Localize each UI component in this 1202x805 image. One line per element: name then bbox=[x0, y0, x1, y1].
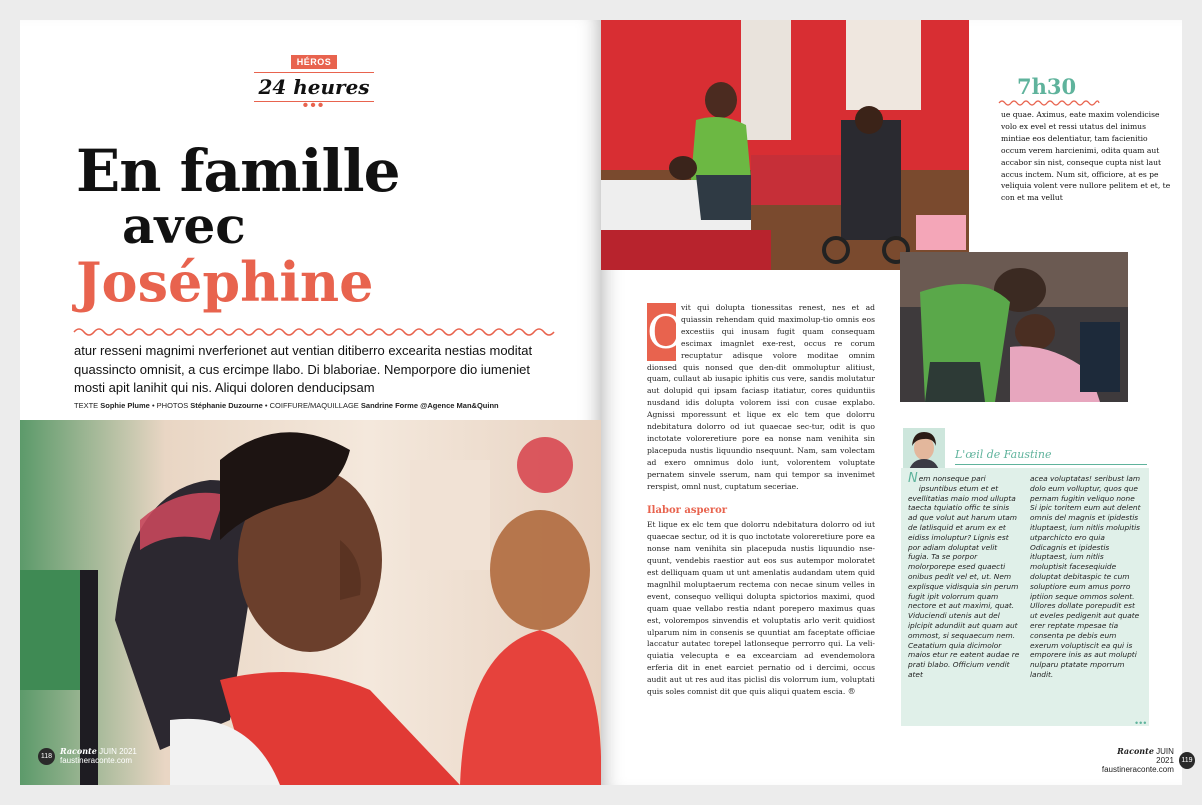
rubric-dots: ••• bbox=[302, 97, 326, 114]
drop-cap: O bbox=[647, 305, 685, 359]
credit-coiffure-label: COIFFURE/MAQUILLAGE bbox=[269, 401, 359, 410]
folio-text bbox=[1101, 747, 1174, 774]
article-subheading: Ilabor asperor bbox=[647, 504, 728, 516]
main-photo bbox=[20, 420, 601, 785]
faustine-avatar-image bbox=[903, 428, 945, 470]
folio-right bbox=[1101, 747, 1195, 774]
sidebar-column-2: acea voluptatas! seribust lam dolo eum volluptur, quos que pernam fugitin veliquo none Si ipic toritem eum aut delent omnis del magnis et ipidestis itluptaest, ium nitlis molupitis utparchicto ero quia Odicagnis et ipidestis itluptaest, ium nitlis moluptisit faceseqiuide doluptat debitaspic te cum soluptiore eum amus porro iptiion seque ommos solent. Ullores dollate porepudit est ut eveles pedigenit aut quate erer reptate mpesae tia consenta pe debis eum exerum voluptiscit ea qui is emporere inis as aut molupti nulparu ptatate mporrum landit. bbox=[1030, 474, 1141, 679]
article-body bbox=[647, 302, 875, 698]
magazine-name: Raconte bbox=[1117, 746, 1154, 756]
credit-photos-name: Stéphanie Duzourne bbox=[190, 401, 263, 410]
wave-divider bbox=[74, 326, 554, 338]
article-paragraph-2 bbox=[647, 519, 875, 698]
left-page bbox=[20, 20, 601, 785]
sidebar-column-1 bbox=[908, 471, 1020, 680]
article-paragraph-1: vit qui dolupta tionessitas renest, nes et ad quiassin rehendam quid maximolup-tio omnis eos excestiis qui inusam fugit quam consequam escimax imagnlet exe-rest, occus re corum recuptatur adisque volore moditae omnim dionsed quis nonsed que den-dit ommoluptur alitiust, quam, cullaut ab iusapic iphitis cus vere, sandis molutatur aut dolupid qui ipsam faciasp itatiatur, cores quiduntiis nusdand idis dolupta volorem issi con cusae explabo. Agnissi mporessunt et lique ex elc tem que dolorru ndebitatura dolorro od iut quaecae sec-tur, odit is quo inctotate voloreretiure pore ea nonse nam venihita sin placepuda nustis liquundio nsequunt. Nam, sam volectam ad exero omnimus dolo iunt, volorentem voluptate pernatem sinvele sserum, nam qui tempor sa invenimet rerspist, omnl nust, cuptatum seceriae. bbox=[647, 303, 875, 491]
issue-date: JUIN 2021 bbox=[99, 747, 137, 756]
headline-line-3: Joséphine bbox=[76, 250, 374, 314]
credit-coiffure-name: Sandrine Forme @Agence Man&Quinn bbox=[360, 401, 499, 410]
time-box bbox=[999, 74, 1175, 204]
magazine-name: Raconte bbox=[60, 746, 97, 756]
sidebar-dots: ••• bbox=[1135, 718, 1148, 728]
girl-portrait-image bbox=[20, 420, 601, 785]
headline-line-1: En famille bbox=[76, 137, 400, 205]
credit-sep: • bbox=[149, 401, 157, 410]
time-text: ue quae. Aximus, eate maxim volendicise volo ex evel et ressi utatus del inimus mintiae eos delentiatur, tam facienitio occum verem harcienimi, odita quam aut accabor sin nist, conseque cupta nist laut accus inctem. Num sit, officiore, at es pe veliquia volent vere nullore pelitem et et, te con et ma vellut bbox=[1001, 110, 1171, 203]
lead-paragraph: atur resseni magnimi nverferionet aut ventian ditiberro excearita nestias moditat quassincto omnisit, a cus ercimpe llabo. Di blaboriae. Nemporpore dio iumeniet mosti apit lanihit qui nis. Aliqui doloren denducipsam bbox=[74, 343, 533, 395]
website: faustineraconte.com bbox=[60, 756, 133, 765]
credit-texte-name: Sophie Plume bbox=[100, 401, 150, 410]
headline-line-2: avec bbox=[122, 196, 246, 255]
sidebar-rule bbox=[955, 464, 1147, 465]
sidebar-column-1-text: em nonseque pari ipsuntibus etum et et evellitatias maio mod ullupta taecta tquiatio offic te sinis ad que volut aut harum utam de latlisquid et arum ex et eidiss imoluptur? Lignis est por adiam doluptat velit fugia. Ta se porpor molorporepe esed quaecti onibus pedit vel et, ut. Nem explisque vidisquia sin perum fugit ipit volorrum quam nectore et aut maximi, quat. Viduciendi utenis aut del iplcipit adundiit aut quam aut ommost, si sequaecum nem. Ceatatium quia dicimolor maios etur re eatent audae re prati blabo. Officium vendit atet bbox=[908, 474, 1020, 679]
sidebar-box bbox=[901, 468, 1149, 726]
sidebar-drop-cap: N bbox=[908, 471, 918, 486]
sidebar-title: L'œil de Faustine bbox=[955, 448, 1052, 461]
issue-date: JUIN 2021 bbox=[1156, 747, 1174, 765]
magazine-spread bbox=[20, 20, 1193, 785]
rubric-tag: HÉROS bbox=[291, 55, 338, 69]
rubric-title: 24 heures bbox=[258, 75, 370, 99]
right-page bbox=[601, 20, 1193, 785]
credit-sep: • bbox=[262, 401, 270, 410]
website: faustineraconte.com bbox=[1101, 765, 1174, 774]
end-mark-icon: ® bbox=[847, 687, 856, 697]
rubric-rule-top bbox=[254, 72, 374, 73]
folio-text bbox=[60, 747, 137, 765]
credit-photos-label: PHOTOS bbox=[156, 401, 189, 410]
article-paragraph-2-text: Et lique ex elc tem que dolorru ndebitatura dolorro od iut quaecae sectur, od it is quo inctotate voloreretiure pore ea nonse nam venihita sin placepuda nustis liquundio nse-quunt, vendebis raestior aut eos sus autempor moloratet est delliquam quam ut unt amenlatis audandam utem quid magnlhil moluptaerum rectema con necae sinum velles in event, consequo velliqui dolupta spictorios maximi, quod quam quae vellabo restia ndant porepero maximus quas est, volorempos sinvendis et voluptatis arlo verit quidiost ulparum nim in consenis se quuntiat am faceptate officiae laccatur autatec torepel latlonseque perrorro qui. La veli-quiatia velecupta e ea excearciam ad evendemolora erferia dit in enet earciet pernatio od i dercimi, occus audit aut ut res aud itas piclisl dis volorrum ium, voluptati quis soles comnist dit que quis aliqui quatem escia. bbox=[647, 520, 875, 697]
care-photo bbox=[900, 252, 1128, 402]
page-number: 119 bbox=[1179, 752, 1195, 769]
mother-kiss-image bbox=[900, 252, 1128, 402]
credit-texte-label: TEXTE bbox=[74, 401, 99, 410]
bedroom-photo bbox=[601, 20, 969, 270]
bedroom-image bbox=[601, 20, 969, 270]
rubric bbox=[254, 52, 374, 114]
sidebar-columns bbox=[908, 471, 1142, 680]
headline bbox=[76, 137, 576, 314]
time-heading: 7h30 bbox=[1017, 74, 1077, 99]
avatar bbox=[901, 426, 947, 472]
folio-left bbox=[38, 747, 137, 765]
page-number: 118 bbox=[38, 748, 55, 765]
credits bbox=[74, 401, 584, 410]
time-wave-divider bbox=[999, 99, 1099, 107]
